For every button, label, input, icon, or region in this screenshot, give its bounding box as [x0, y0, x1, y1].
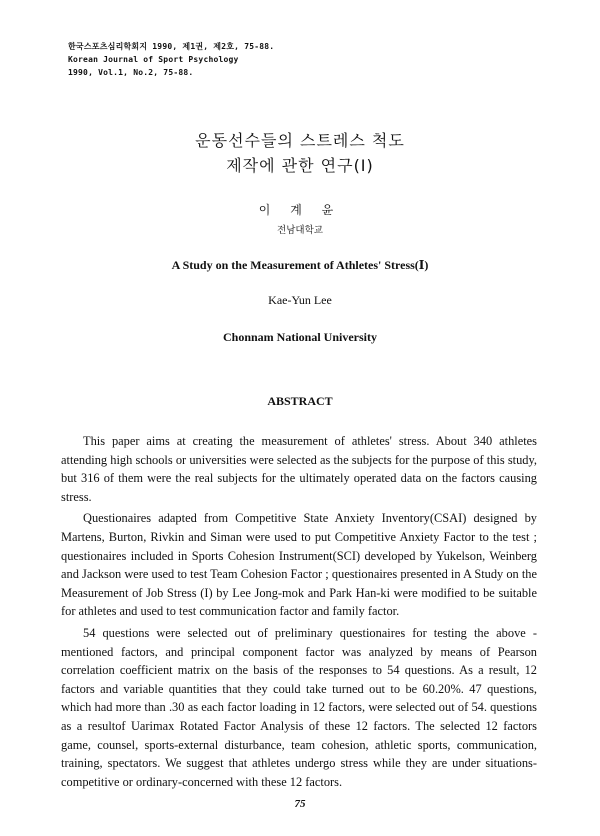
citation-korean: 한국스포츠심리학회지 1990, 제1권, 제2호, 75-88.	[68, 42, 275, 51]
abstract-paragraph-2: Questionaires adapted from Competitive State Anxiety Inventory(CSAI) designed by Martens, Burton, Rivkin and Siman were used to put Competitive Anxiety Factor to the test ; questionaires included in Sports Cohesion Instrument(SCI) developed by Yukelson, Weinberg and Jackson were used to test Team Cohesion Factor ; questionaires presented in A Study on the Measurement of Job Stress (I) by Lee Jong-mok and Park Han-ki were modified to be suitable for athletes and used to test communication factor and family factor.	[61, 511, 537, 619]
korean-author: 이 계 윤	[258, 203, 342, 217]
abstract-paragraph-1: This paper aims at creating the measurement of athletes' stress. About 340 athletes attending high schools or universities were selected as the subjects for the purpose of this study, but 316 of them were the real subjects for the ultimately operated data on the factors causing stress.	[61, 434, 537, 504]
citation-volume: 1990, Vol.1, No.2, 75-88.	[68, 68, 194, 77]
citation-journal-name: Korean Journal of Sport Psychology	[68, 55, 239, 64]
korean-title-line-1: 운동선수들의 스트레스 척도	[195, 131, 405, 150]
english-title: A Study on the Measurement of Athletes' Stress(Ⅰ)	[171, 258, 429, 272]
abstract-body	[61, 432, 537, 791]
english-author: Kae-Yun Lee	[268, 293, 332, 307]
journal-citation	[68, 40, 274, 79]
abstract-paragraph-3: 54 questions were selected out of preliminary questionaires for testing the above -mentioned factors, and principal component factor was analyzed by means of Pearson correlation coefficient matrix on the basis of the responses to 54 questions. As a result, 12 factors and variable quantities that they could take turned out to be 60.20%. 47 questions, which had more than .30 as each factor loading in 12 factors, were selected out of 54. questions as a resultof Uarimax Rotated Factor Analysis of these 12 factors. The selected 12 factors game, counsel, sports-external disturbance, team cohesion, athletic sports, communication, training, spectators. We suggest that athletes undergo stress while they are under situations-competitive or ordinary-concerned with these 12 factors.	[61, 625, 537, 789]
abstract-heading: ABSTRACT	[267, 394, 333, 408]
page-number: 75	[294, 798, 306, 810]
korean-title-line-2: 제작에 관한 연구(Ⅰ)	[226, 156, 374, 175]
korean-affiliation: 전남대학교	[277, 225, 323, 236]
english-affiliation: Chonnam National University	[222, 330, 377, 344]
